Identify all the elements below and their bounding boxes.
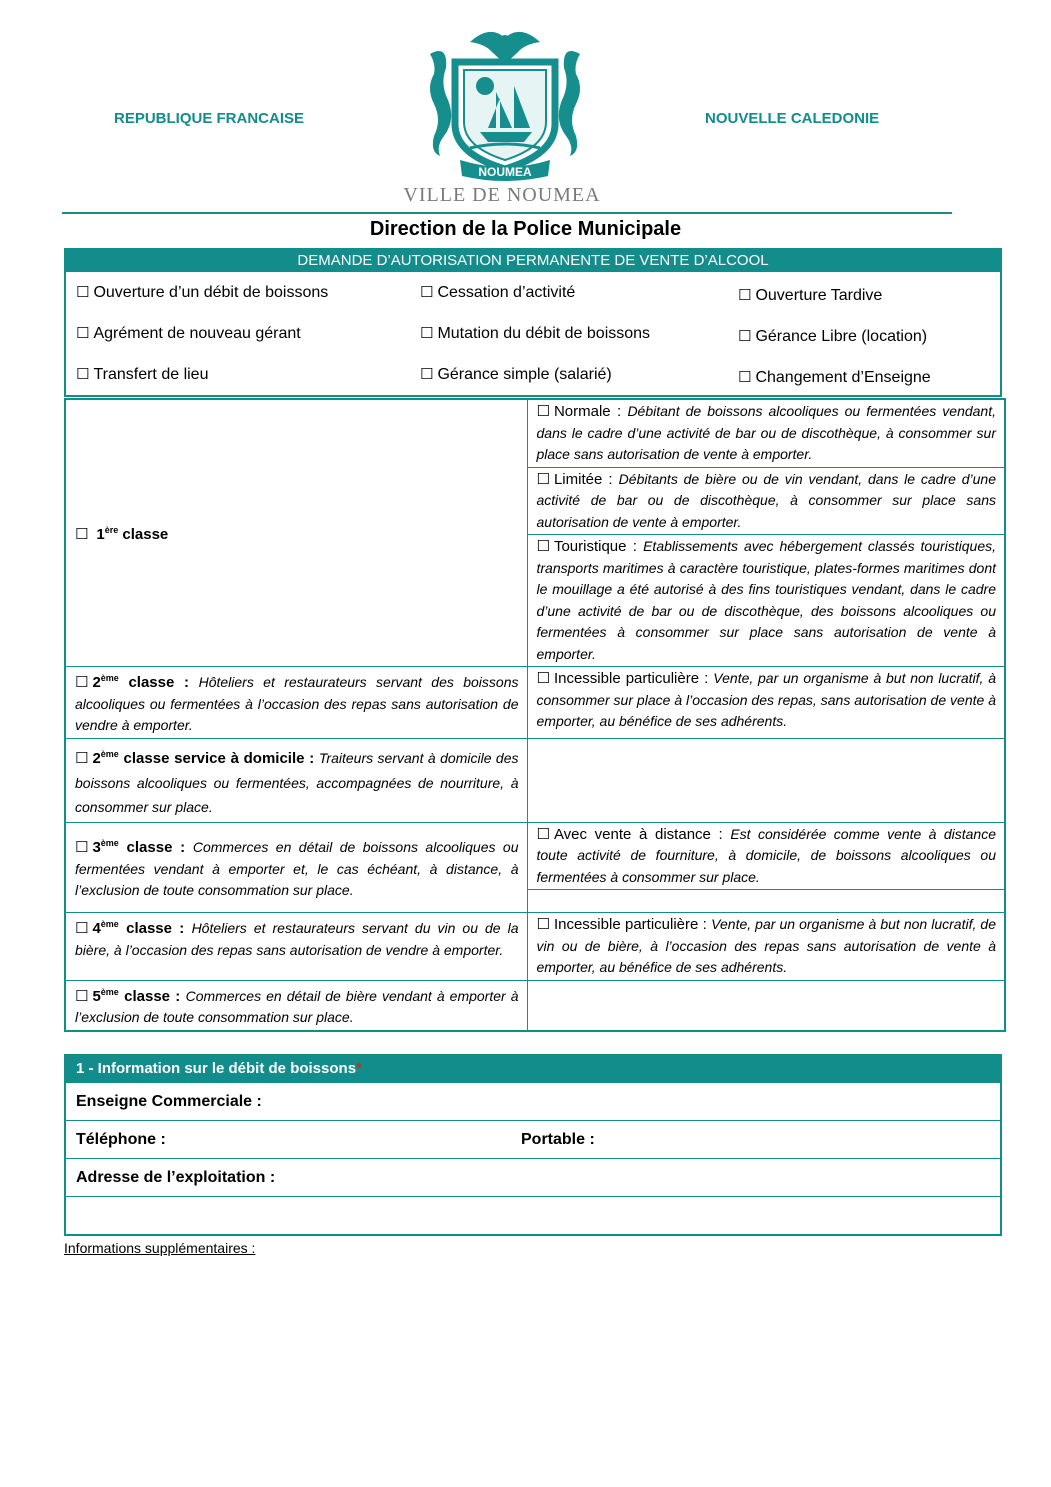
classe-5-cell[interactable]: ☐ 5ème classe : Commerces en détail de bière vendant à emporter à l’exclusion de toute consommation sur place. [65,980,527,1031]
checkbox-icon[interactable]: ☐ [536,469,550,488]
empty-cell [527,738,1005,822]
logo-banner-text: NOUMEA [478,165,532,179]
classes-table [64,398,1006,1032]
checkbox-icon[interactable]: ☐ [420,324,434,342]
empty-cell [527,890,1005,913]
demande-title-bar: DEMANDE D’AUTORISATION PERMANENTE DE VENTE D’ALCOOL [65,249,1001,272]
page-title: Direction de la Police Municipale [369,218,682,240]
section-1-title-bar: 1 - Information sur le débit de boissons* [65,1055,1001,1083]
checkbox-icon[interactable]: ☐ [75,525,89,544]
checkbox-icon[interactable]: ☐ [76,365,90,383]
checkbox-icon[interactable]: ☐ [738,327,752,345]
option-incessible-1[interactable]: ☐ Incessible particulière : Vente, par un organisme à but non lucratif, à consommer sur place à l’occasion des repas, sans autorisation de vente à emporter, au bénéfice de ses adhérents. [527,667,1005,739]
ville-de-noumea-label: VILLE DE NOUMEA [403,184,601,206]
option-gerance-simple[interactable]: ☐ Gérance simple (salarié) [420,365,612,383]
option-cessation-activite[interactable]: ☐ Cessation d’activité [420,283,576,301]
option-changement-enseigne[interactable]: ☐ Changement d’Enseigne [738,368,931,386]
option-normale[interactable]: ☐ Normale : Débitant de boissons alcooliques ou fermentées vendant, dans le cadre d’une activité de bar ou de discothèque, à consommer sur place sans autorisation de vente à emporter. [527,399,1005,467]
classe-2-cell[interactable]: ☐ 2ème classe : Hôteliers et restaurateurs servant des boissons alcooliques ou fermentées à l’occasion des repas sans autorisation de vendre à emporter. [65,667,527,739]
checkbox-icon[interactable]: ☐ [75,919,89,937]
checkbox-icon[interactable]: ☐ [536,669,550,687]
nouvelle-caledonie-label: NOUVELLE CALEDONIE [705,110,880,127]
header-divider [62,212,952,214]
option-limitee[interactable]: ☐ Limitée : Débitants de bière ou de vin vendant, dans le cadre d’une activité de bar ou de discothèque, à consommer sur place sans autorisation de vente à emporter. [527,467,1005,535]
checkbox-icon[interactable]: ☐ [76,324,90,342]
telephone-field[interactable]: Téléphone : [65,1121,511,1159]
checkbox-icon[interactable]: ☐ [536,915,550,933]
checkbox-icon[interactable]: ☐ [536,402,550,420]
option-touristique[interactable]: ☐ Touristique : Etablissements avec hébergement classés touristiques, transports maritimes à caractère touristique, plates-formes maritimes dont le mouillage a été autorisé à des fins touristiques vendant, dans le cadre d’une activité de bar ou de discothèque, des boissons alcooliques ou fermentées à consommer sur place sans autorisation de vente à emporter. [527,535,1005,667]
checkbox-icon[interactable]: ☐ [536,537,550,555]
checkbox-icon[interactable]: ☐ [738,368,752,386]
classe-4-cell[interactable]: ☐ 4ème classe : Hôteliers et restaurateurs servant du vin ou de la bière, à l’occasion des repas sans autorisation de vendre à emporter. [65,913,527,981]
classe-1-cell[interactable]: ☐ 1ère classe [65,399,527,667]
adresse-exploitation-field[interactable]: Adresse de l’exploitation : [65,1159,1001,1197]
classe-2-domicile-cell[interactable]: ☐ 2ème classe service à domicile : Traiteurs servant à domicile des boissons alcooliques ou fermentées, accompagnées de nourriture, à consommer sur place. [65,738,527,822]
informations-supplementaires-label: Informations supplémentaires : [64,1240,256,1256]
enseigne-commerciale-field[interactable]: Enseigne Commerciale : [65,1083,1001,1121]
noumea-coat-of-arms-logo [400,24,610,184]
republique-francaise-label: REPUBLIQUE FRANCAISE [114,110,305,127]
option-mutation-debit[interactable]: ☐ Mutation du débit de boissons [420,324,651,342]
option-transfert-lieu[interactable]: ☐ Transfert de lieu [76,365,209,383]
option-agrement-gerant[interactable]: ☐ Agrément de nouveau gérant [76,324,301,342]
section-1-table [64,1054,1002,1236]
option-gerance-libre[interactable]: ☐ Gérance Libre (location) [738,327,928,345]
demande-table [64,248,1002,397]
option-ouverture-tardive[interactable]: ☐ Ouverture Tardive [738,286,883,304]
checkbox-icon[interactable]: ☐ [75,673,89,691]
option-incessible-2[interactable]: ☐ Incessible particulière : Vente, par un organisme à but non lucratif, de vin ou de bière, à l’occasion des repas sans autorisation de vente à emporter, au bénéfice de ses adhérents. [527,913,1005,981]
checkbox-icon[interactable]: ☐ [75,986,89,1005]
option-ouverture-debit[interactable]: ☐ Ouverture d’un débit de boissons [76,283,329,301]
empty-cell [527,980,1005,1031]
checkbox-icon[interactable]: ☐ [420,365,434,383]
checkbox-icon[interactable]: ☐ [75,838,89,856]
checkbox-icon[interactable]: ☐ [738,286,752,304]
adresse-exploitation-line-2[interactable] [65,1197,1001,1236]
classe-3-cell[interactable]: ☐ 3ème classe : Commerces en détail de boissons alcooliques ou fermentées vendant à emporter et, le cas échéant, à distance, à l’exclusion de toute consommation sur place. [65,822,527,913]
checkbox-icon[interactable]: ☐ [75,748,89,767]
option-vente-distance[interactable]: ☐ Avec vente à distance : Est considérée comme vente à distance toute activité de fourniture, à domicile, de boissons alcooliques ou fermentées à consommer sur place. [527,822,1005,890]
portable-field[interactable]: Portable : [511,1121,1001,1159]
checkbox-icon[interactable]: ☐ [536,824,550,843]
checkbox-icon[interactable]: ☐ [76,283,90,301]
checkbox-icon[interactable]: ☐ [420,283,434,301]
